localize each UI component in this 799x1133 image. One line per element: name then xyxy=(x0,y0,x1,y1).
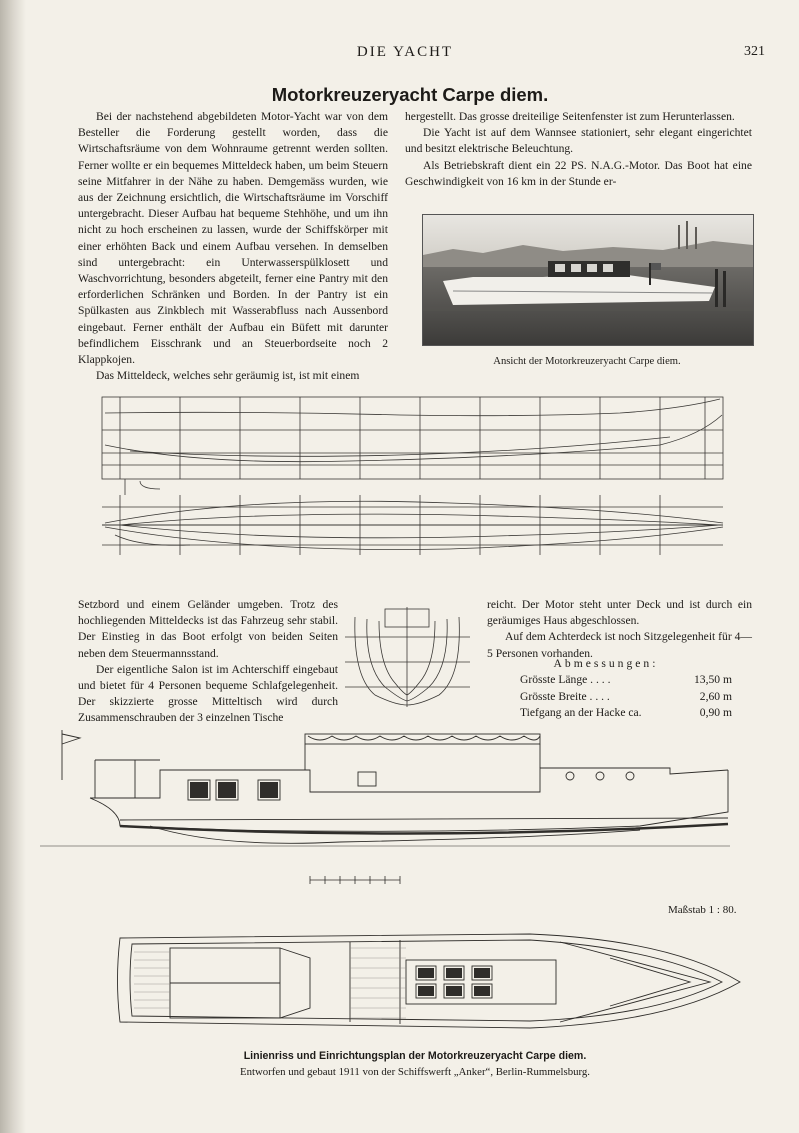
photo-caption: Ansicht der Motorkreuzeryacht Carpe diem. xyxy=(493,356,681,367)
paragraph: reicht. Der Motor steht unter Deck und ist durch ein geräumiges Haus abgeschlossen. xyxy=(487,598,752,628)
dimension-value: 2,60 m xyxy=(699,689,732,703)
dimension-row xyxy=(480,705,732,721)
paragraph: Auf dem Achterdeck ist noch Sitzgelegenheit für 4—5 Personen vorhanden. xyxy=(487,630,752,660)
lower-right-text xyxy=(487,597,752,662)
article-title: Motorkreuzeryacht Carpe diem. xyxy=(271,84,549,105)
dimension-label: Grösste Länge . . . . xyxy=(520,673,611,687)
lines-plan-drawing xyxy=(100,395,725,610)
paragraph: hergestellt. Das grosse dreiteilige Seitenfenster ist zum Herunterlassen. xyxy=(405,110,735,123)
dimensions-heading: Abmessungen: xyxy=(553,657,659,670)
paragraph: Setzbord und einem Geländer umgeben. Trotz des hochliegenden Mitteldecks ist das Fahrzeug sehr stabil. Der Einstieg in das Boot erfolgt von beiden Seiten neben dem Steuermannsstand. xyxy=(78,598,338,660)
paragraph: Als Betriebskraft dient ein 22 PS. N.A.G.-Motor. Das Boot hat eine Geschwindigkeit von 16 km in der Stunde er- xyxy=(405,158,752,188)
paragraph: Das Mitteldeck, welches sehr geräumig ist, ist mit einem xyxy=(96,369,360,383)
dimensions-table xyxy=(480,656,732,721)
figure-caption-credit: Entworfen und gebaut 1911 von der Schiffswerft „Anker“, Berlin-Rummelsburg. xyxy=(239,1066,591,1078)
side-elevation-drawing xyxy=(40,730,730,910)
dimension-label: Grösste Breite . . . . xyxy=(520,689,610,703)
running-header xyxy=(0,44,799,64)
dimension-value: 0,90 m xyxy=(699,705,732,719)
paragraph: Die Yacht ist auf dem Wannsee stationiert, sehr elegant eingerichtet und besitzt elektrische Beleuchtung. xyxy=(405,126,752,156)
dimension-label: Tiefgang an der Hacke ca. xyxy=(520,705,642,719)
running-title: DIE YACHT xyxy=(356,44,454,60)
paragraph: Bei der nachstehend abgebildeten Motor-Yacht war von dem Besteller die Forderung gestellt worden, dass die Wirtschaftsräume von dem Wohnraume getrennt werden sollten. Ferner wollte er ein bequemes Mitteldeck haben, um beim Steuern seine Mitfahrer in der Nähe zu haben. Demgemäss wurden, wie aus der Zeichnung ersichtlich, die Wirtschaftsräume im Vorschiff untergebracht. Dieser Aufbau hat bequeme Stehhöhe, und um ihn nicht zu hoch erscheinen zu lassen, wurde der Schiffskörper mit einer erhöhten Back und einem Aufbau versehen. In demselben sind untergebracht: ein Unterwasserspülklosett und Waschvorrichtung, besonders abgeteilt, ferner eine Pantry mit den erforderlichen Schränken und Borden. In der Pantry ist ein Spülkasten aus Zinkblech mit Wasserabfluss nach Aussenbord eingebaut. Ferner enthält der Aufbau ein Büfett mit darunter befindlichem Eisschrank und an Steuerbordseite noch 2 Klappkojen. xyxy=(78,110,388,367)
column-right-text xyxy=(405,109,752,190)
column-left-text xyxy=(78,109,388,384)
dimension-row xyxy=(480,689,732,705)
page-spine-shadow xyxy=(0,0,26,1133)
paragraph: Der eigentliche Salon ist im Achterschiff eingebaut und bietet für 4 Personen bequeme Schlafgelegenheit. Der skizzierte grosse Mitteltisch wird durch Zusammenschrauben der 3 einzelnen Tische xyxy=(78,662,338,725)
deck-plan-drawing xyxy=(110,918,742,1043)
dimension-row xyxy=(480,672,732,688)
scale-label: Maßstab 1 : 80. xyxy=(668,904,737,916)
yacht-photograph xyxy=(422,214,754,346)
lower-left-text xyxy=(78,597,338,727)
body-plan-drawing xyxy=(345,607,470,707)
dimension-value: 13,50 m xyxy=(693,673,732,687)
page-number: 321 xyxy=(744,44,765,59)
figure-caption-title: Linienriss und Einrichtungsplan der Motorkreuzeryacht Carpe diem. xyxy=(243,1050,587,1062)
